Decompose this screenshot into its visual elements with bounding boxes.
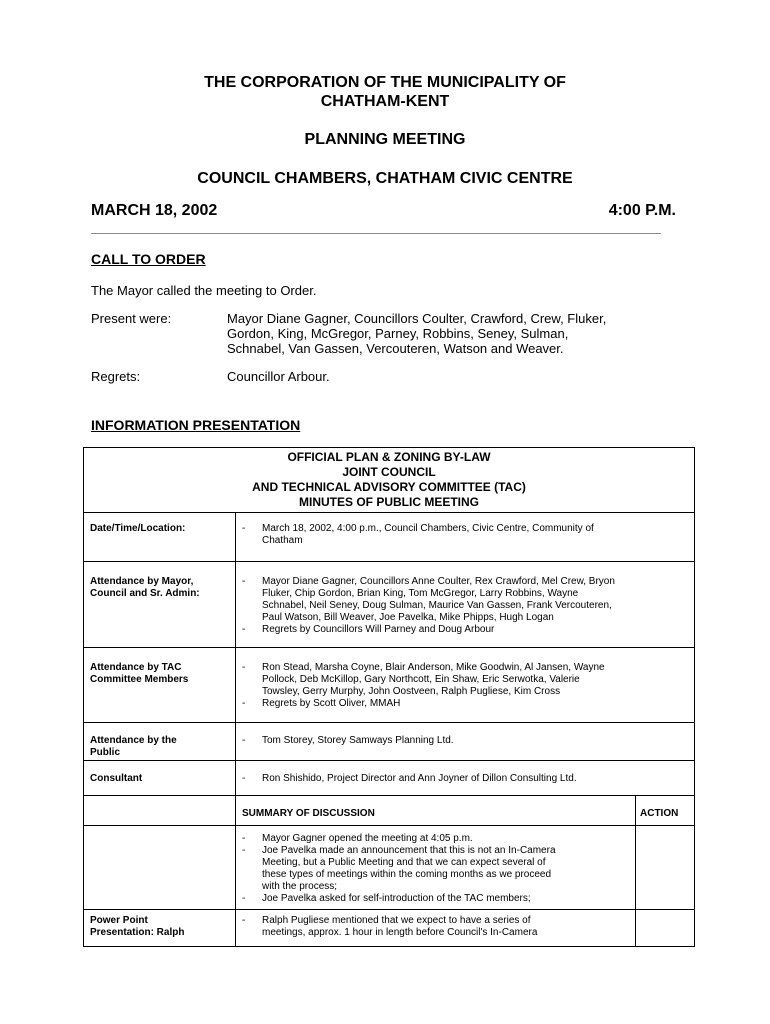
item-line: Mayor Gagner opened the meeting at 4:05 p.m. [262, 833, 473, 844]
present-line: Mayor Diane Gagner, Councillors Coulter, Crawford, Crew, Fluker, [227, 311, 607, 326]
table-title-line: OFFICIAL PLAN & ZONING BY-LAW [287, 450, 491, 464]
action-heading: ACTION [636, 796, 695, 826]
row-content [236, 513, 695, 562]
row-content [236, 648, 695, 723]
table-title [84, 448, 695, 513]
item-line: March 18, 2002, 4:00 p.m., Council Chambers, Civic Centre, Community of [262, 523, 594, 534]
call-to-order-text: The Mayor called the meeting to Order. [91, 283, 317, 298]
item-line: with the process; [262, 881, 338, 892]
item-line: Joe Pavelka made an announcement that this is not an In-Camera [262, 845, 556, 856]
present-label: Present were: [91, 311, 172, 326]
table-title-line: MINUTES OF PUBLIC MEETING [299, 495, 479, 509]
venue-title: COUNCIL CHAMBERS, CHATHAM CIVIC CENTRE [197, 170, 573, 187]
row-label-line: Consultant [90, 773, 143, 784]
row-label-line: Presentation: Ralph [90, 927, 185, 938]
row-label [84, 723, 236, 761]
table-title-row [84, 448, 695, 513]
present-line: Gordon, King, McGregor, Parney, Robbins, Seney, Sulman, [227, 326, 569, 341]
row-content [236, 723, 695, 761]
table-row [84, 761, 695, 796]
bullet-dash: - [242, 773, 246, 784]
list-item [236, 662, 688, 698]
row-label [84, 796, 236, 826]
meeting-date: MARCH 18, 2002 [91, 202, 218, 219]
list-item [236, 698, 688, 710]
row-label-line: Attendance by the [90, 735, 177, 746]
row-label [84, 910, 236, 947]
discussion-content [236, 826, 636, 910]
list-item [236, 773, 688, 785]
meeting-title: PLANNING MEETING [304, 131, 466, 148]
item-line: Meeting, but a Public Meeting and that we can expect several of [262, 857, 546, 868]
table-title-line: JOINT COUNCIL [342, 465, 436, 479]
row-label-line: Council and Sr. Admin: [90, 588, 200, 599]
header-divider [91, 233, 661, 234]
table-row [84, 648, 695, 723]
list-item [236, 893, 629, 905]
table-title-line: AND TECHNICAL ADVISORY COMMITTEE (TAC) [252, 480, 526, 494]
bullet-dash: - [242, 833, 246, 844]
discussion-content [236, 910, 636, 947]
item-line: Pollock, Deb McKillop, Gary Northcott, Ein Shaw, Eric Serwotka, Valerie [262, 674, 580, 685]
information-presentation-heading: INFORMATION PRESENTATION [91, 417, 301, 433]
list-item [236, 624, 688, 636]
bullet-dash: - [242, 576, 246, 587]
row-label-line: Committee Members [90, 674, 189, 685]
item-line: Regrets by Scott Oliver, MMAH [262, 698, 401, 709]
bullet-dash: - [242, 915, 246, 926]
corporation-title [0, 73, 770, 111]
summary-header-row [84, 796, 695, 826]
row-label [84, 648, 236, 723]
item-line: Tom Storey, Storey Samways Planning Ltd. [262, 735, 454, 746]
bullet-dash: - [242, 662, 246, 673]
corporation-title-line1: THE CORPORATION OF THE MUNICIPALITY OF [204, 74, 566, 91]
item-line: Fluker, Chip Gordon, Brian King, Tom McGregor, Larry Robbins, Wayne [262, 588, 579, 599]
action-cell [636, 910, 695, 947]
date-time-line [91, 202, 676, 220]
list-item [236, 845, 629, 893]
item-line: Paul Watson, Bill Weaver, Joe Pavelka, Mike Phipps, Hugh Logan [262, 612, 554, 623]
row-label-line: Date/Time/Location: [90, 523, 186, 534]
table-row [84, 723, 695, 761]
meeting-time: 4:00 P.M. [608, 202, 676, 219]
table-row [84, 513, 695, 562]
table-row [84, 910, 695, 947]
row-label [84, 562, 236, 648]
action-cell [636, 826, 695, 910]
bullet-dash: - [242, 893, 246, 904]
list-item [236, 915, 629, 939]
row-label-line: Attendance by TAC [90, 662, 182, 673]
minutes-table [83, 447, 695, 947]
summary-of-discussion-heading: SUMMARY OF DISCUSSION [236, 796, 636, 826]
list-item [236, 735, 688, 747]
item-line: Regrets by Councillors Will Parney and Doug Arbour [262, 624, 495, 635]
bullet-dash: - [242, 624, 246, 635]
item-line: Schnabel, Neil Seney, Doug Sulman, Maurice Van Gassen, Frank Vercouteren, [262, 600, 612, 611]
row-label-line: Public [90, 747, 121, 758]
row-label-line: Power Point [90, 915, 148, 926]
item-line: Ron Shishido, Project Director and Ann Joyner of Dillon Consulting Ltd. [262, 773, 577, 784]
row-content [236, 562, 695, 648]
row-label [84, 513, 236, 562]
list-item [236, 833, 629, 845]
bullet-dash: - [242, 698, 246, 709]
present-line: Schnabel, Van Gassen, Vercouteren, Watson and Weaver. [227, 341, 564, 356]
item-line: Chatham [262, 535, 303, 546]
bullet-dash: - [242, 845, 246, 856]
row-content [236, 761, 695, 796]
corporation-title-line2: CHATHAM-KENT [320, 93, 450, 110]
item-line: Ralph Pugliese mentioned that we expect to have a series of [262, 915, 531, 926]
item-line: Ron Stead, Marsha Coyne, Blair Anderson, Mike Goodwin, Al Jansen, Wayne [262, 662, 605, 673]
table-row [84, 826, 695, 910]
bullet-dash: - [242, 735, 246, 746]
regrets-label: Regrets: [91, 369, 141, 384]
present-value [227, 311, 667, 356]
table-row [84, 562, 695, 648]
item-line: Mayor Diane Gagner, Councillors Anne Coulter, Rex Crawford, Mel Crew, Bryon [262, 576, 615, 587]
row-label [84, 826, 236, 910]
call-to-order-heading: CALL TO ORDER [91, 251, 206, 267]
bullet-dash: - [242, 523, 246, 534]
regrets-value: Councillor Arbour. [227, 369, 330, 384]
row-label-line: Attendance by Mayor, [90, 576, 194, 587]
list-item [236, 576, 688, 624]
item-line: these types of meetings within the coming months as we proceed [262, 869, 552, 880]
row-label [84, 761, 236, 796]
item-line: Towsley, Gerry Murphy, John Oostveen, Ralph Pugliese, Kim Cross [262, 686, 561, 697]
item-line: meetings, approx. 1 hour in length before Council's In-Camera [262, 927, 538, 938]
item-line: Joe Pavelka asked for self-introduction of the TAC members; [262, 893, 531, 904]
list-item [236, 523, 688, 547]
